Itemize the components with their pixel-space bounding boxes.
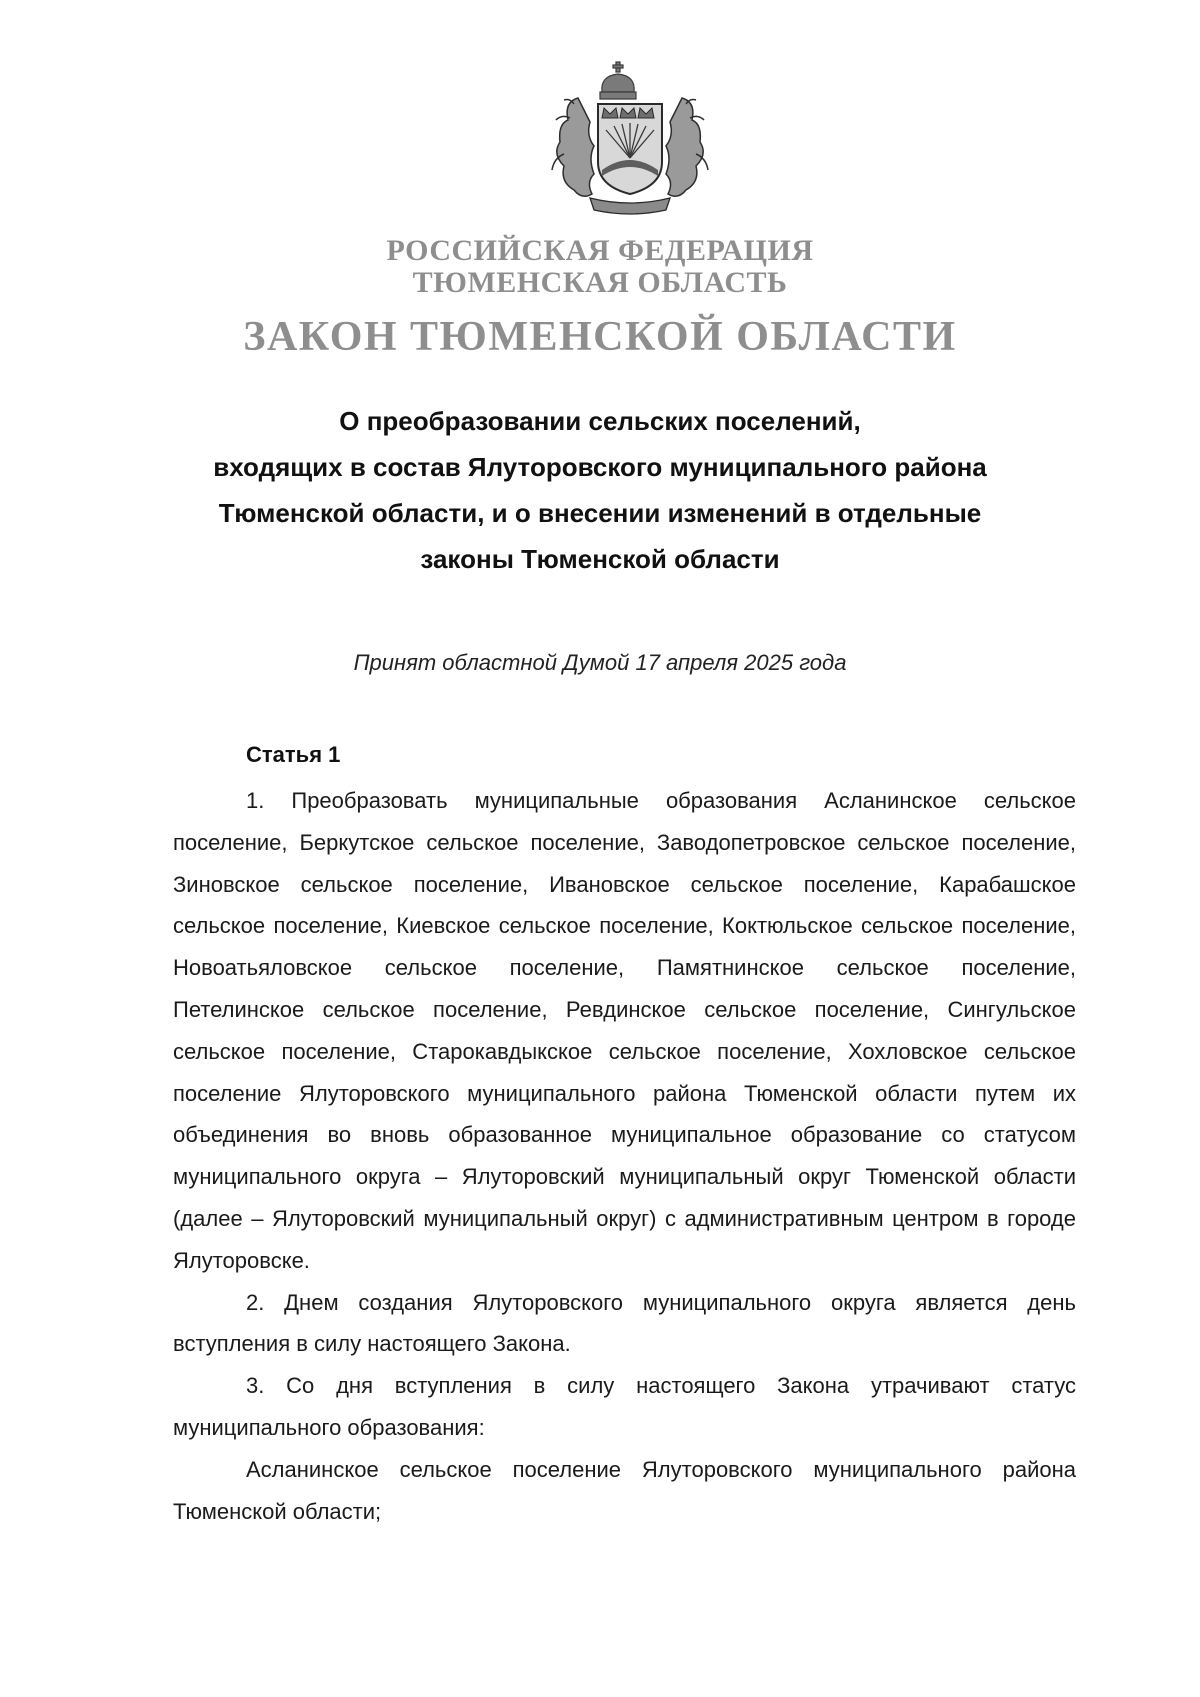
document-type-heading: ЗАКОН ТЮМЕНСКОЙ ОБЛАСТИ — [243, 314, 957, 360]
article-paragraph: 2. Днем создания Ялуторовского муниципального округа является день вступления в силу настоящего Закона. — [173, 1289, 1076, 1357]
region-heading: ТЮМЕНСКАЯ ОБЛАСТЬ — [412, 266, 788, 299]
law-title-line: входящих в состав Ялуторовского муниципального района — [213, 452, 987, 482]
law-title-line: Тюменской области, и о внесении изменений в отдельные — [218, 498, 982, 528]
adoption-note: Принят областной Думой 17 апреля 2025 года — [353, 650, 847, 675]
article-title: Статья 1 — [246, 742, 341, 767]
country-heading: РОССИЙСКАЯ ФЕДЕРАЦИЯ — [386, 234, 814, 267]
article-paragraph: 1. Преобразовать муниципальные образования Асланинское сельское поселение, Беркутское сельское поселение, Заводопетровское сельское поселение, Зиновское сельское поселение, Ивановское сельское поселение, Карабашское сельское поселение, Киевское сельское поселение, Коктюльское сельское поселение, Новоатьяловское сельское поселение, Памятнинское сельское поселение, Петелинское сельское поселение, Ревдинское сельское поселение, Сингульское сельское поселение, Старокавдыкское сельское поселение, Хохловское сельское поселение Ялуторовского муниципального района Тюменской области путем их объединения во вновь образованное муниципальное образование со статусом муниципального округа – Ялуторовский муниципальный округ Тюменской области (далее – Ялуторовский муниципальный округ) с административным центром в городе Ялуторовске. — [173, 788, 1076, 1273]
article-paragraph: Асланинское сельское поселение Ялуторовского муниципального района Тюменской области; — [173, 1456, 1076, 1524]
article-body — [173, 780, 1076, 1532]
law-title — [150, 398, 1050, 582]
law-title-line: О преобразовании сельских поселений, — [339, 406, 861, 436]
law-title-line: законы Тюменской области — [420, 544, 780, 574]
coat-of-arms-emblem — [530, 58, 730, 218]
article-paragraph: 3. Со дня вступления в силу настоящего Закона утрачивают статус муниципального образования: — [173, 1373, 1076, 1440]
